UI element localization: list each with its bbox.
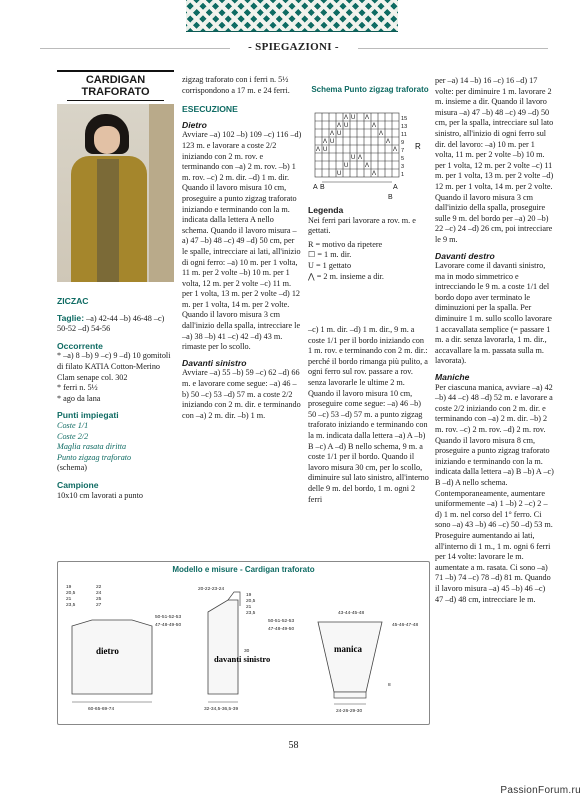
stitch-item: Coste 1/1 <box>57 420 89 430</box>
row-label: 7 <box>401 148 405 154</box>
legend-intro: Nei ferri pari lavorare a rov. m. e gettati. <box>308 215 416 236</box>
knit-pattern-strip <box>186 0 398 32</box>
front-collar-value: 23,5 <box>246 611 256 616</box>
sleeve-piece <box>318 622 382 692</box>
stitch-item: Coste 2/2 <box>57 431 89 441</box>
svg-text:Λ: Λ <box>386 139 391 145</box>
svg-text:Λ: Λ <box>393 147 398 153</box>
svg-text:Λ: Λ <box>372 171 377 177</box>
svg-text:Λ: Λ <box>379 131 384 137</box>
front-piece <box>208 600 238 694</box>
legend-item: ☐ = 1 m. dir. <box>308 250 352 260</box>
back-neck-value: 22 <box>96 585 102 590</box>
back-neck-value: 27 <box>96 603 102 608</box>
sleeve-top-value: 43-44-45-48 <box>338 611 365 616</box>
svg-text:Λ: Λ <box>372 123 377 129</box>
sleeves-heading: Maniche <box>435 372 470 383</box>
instructions-column-3 <box>308 325 430 505</box>
row-label: 13 <box>401 124 408 130</box>
schematic-drawing <box>58 562 431 726</box>
svg-text:Λ: Λ <box>365 115 370 121</box>
left-front-continued: –c) 1 m. dir. –d) 1 m. dir., 9 m. a coste 1/1 per il bordo iniziando con 1 m. rov. e terminando con 2 m. dir.: perché il bordo rimanga più pulito, a ogni ferro sul rov. passare a rov. senza lavorarle le ultime 2 m. Quando il lavoro misura 10 cm, proseguire come segue: –a) 46 –b) 50 –c) 53 –d) 57 m. a punto zigzag traforato iniziando e terminando con la m. indicata dalla lettera –a) A –b) B –c) A –d) B nello schema, 9 m. a coste 1/1 per il bordo. Quando il lavoro misura 30 cm, per lo scollo, diminuire sul lato sinistro, all'interno delle 9 m. del bordo, 1 m. ogni 2 ferri <box>308 325 429 504</box>
back-top-value: 23,5 <box>66 603 76 608</box>
row-label: 3 <box>401 164 405 170</box>
back-neck-value: 25 <box>96 597 102 602</box>
photo-shirt <box>97 159 119 282</box>
gauge-continued: zigzag traforato con i ferri n. 5½ corrispondono a 17 m. e 24 ferri. <box>182 75 290 95</box>
back-heading: Dietro <box>182 119 207 130</box>
right-front-heading: Davanti destro <box>435 250 495 261</box>
materials-label: Occorrente <box>57 340 103 351</box>
right-front-text: Lavorare come il davanti sinistro, ma in modo simmetrico e intrecciando le 9 m. a coste 1/1 del bordo dopo aver terminato le diminuzioni per la spalla. Per diminuire 1 m. sullo scollo lavorare 1 accavallata semplice (= passare 1 m. a dir. senza lavorarla, 1 m. dir., accavallare la m. passata sulla m. lavorata). <box>435 261 552 366</box>
back-side-value: 47-48-49-50 <box>155 623 182 628</box>
watermark: PassionForum.ru <box>500 785 581 796</box>
chart-grid <box>315 113 399 177</box>
back-neck-value: 24 <box>96 591 102 596</box>
photo-face <box>94 126 120 154</box>
chart-legend <box>308 205 430 282</box>
svg-text:Λ: Λ <box>330 131 335 137</box>
legend-item: R = motivo da ripetere <box>308 239 383 249</box>
col-label-a: A <box>313 184 318 191</box>
svg-text:U: U <box>344 123 349 129</box>
article-title-box <box>57 70 174 101</box>
sleeves-text: Per ciascuna manica, avviare –a) 42 –b) 44 –c) 48 –d) 52 m. e lavorare a coste 2/2 iniziando con 2 m. dir. e terminando con –a) 2 m. dir. –b) 2 m. rov. –c) 2 m. rov. –d) 2 m. rov. Quando il lavoro misura 8 cm, proseguire a punto zigzag traforato iniziando e terminando con la m. indicata dalla lettera –a) B –b) A –c) B –d) A nello schema. Contemporaneamente, aumentare uniformemente –a) 1 –b) 2 –c) 2 –d) 1 m. nel corso del 1° ferro. Ci sono –a) 43 –b) 46 –c) 50 –d) 53 m. Proseguire aumentando ai lati, all'interno di 1 m., 1 m. ogni 6 ferri per 14 volte: lavorare le m. aumentate a m. rasata. Ci sono –a) 71 –b) 74 –c) 78 –d) 81 m. Quando il lavoro misura –a) 45 –b) 46 –c) 47 –d) 48 cm, intrecciare le m. <box>435 382 554 604</box>
svg-text:U: U <box>323 147 328 153</box>
execution-heading: ESECUZIONE <box>182 104 238 115</box>
article-title: CARDIGAN TRAFORATO <box>81 74 150 98</box>
sleeve-cuff-value: 8 <box>388 683 391 688</box>
schematic-diagram <box>57 561 430 725</box>
svg-text:U: U <box>337 131 342 137</box>
col-label-a2: A <box>393 184 398 191</box>
svg-text:U: U <box>330 139 335 145</box>
chart-bottom-labels <box>313 182 398 191</box>
zigzag-label: ZICZAC <box>57 296 89 306</box>
back-bottom-value: 60-65-69-74 <box>88 707 115 712</box>
sleeve-label: manica <box>334 644 362 654</box>
svg-text:Λ: Λ <box>358 155 363 161</box>
stitches-label: Punti impiegati <box>57 410 119 421</box>
legend-heading: Legenda <box>308 205 344 215</box>
model-photo <box>57 104 174 282</box>
svg-text:U: U <box>351 155 356 161</box>
gauge-text: 10x10 cm lavorati a punto <box>57 490 143 500</box>
back-top-value: 19 <box>66 585 72 590</box>
col-label-b2: B <box>388 194 393 201</box>
title-underline <box>67 100 164 101</box>
left-front-heading: Davanti sinistro <box>182 357 247 368</box>
svg-text:U: U <box>337 171 342 177</box>
back-top-value: 21 <box>66 597 72 602</box>
legend-item: ⋀ = 2 m. insieme a dir. <box>308 271 384 281</box>
front-collar-value: 19 <box>246 593 252 598</box>
front-collar-value: 21 <box>246 605 252 610</box>
row-label: 15 <box>401 116 408 122</box>
row-label: 9 <box>401 140 405 146</box>
top-pattern-band <box>0 0 587 34</box>
left-front-text: Avviare –a) 55 –b) 59 –c) 62 –d) 66 m. e lavorare come segue: –a) 46 –b) 50 –c) 53 –d) 57 m. a coste 2/2 iniziando con 2 m. dir. e terminando con –a) 2 m. dir. –b) 1 m. <box>182 368 301 420</box>
front-side-value: 50-51-52-53 <box>268 619 295 624</box>
sleeve-bottom-value: 24-26-29-30 <box>336 709 363 714</box>
left-front-shoulder-text: per –a) 14 –b) 16 –c) 16 –d) 17 volte: per diminuire 1 m. lavorare 2 m. insieme a dir. Quando il lavoro misura –a) 47 –b) 48 –c) 49 –d) 50 cm, per la spalla, intrecciare sul lato sinistro, all'inizio di ogni ferro sul dir. del lavoro: –a) 10 m. per 1 volta, 11 m. per 2 volte –b) 10 m. per 1 volta, 12 m. per 2 volte –c) 11 m. per 1 volta, 13 m. per 2 volte –d) 12 m. per 1 volta, 14 m. per 2 volte. Quando il lavoro misura 3 cm dall'inizio della spalla, proseguire sulle 9 m. del bordo per –a) 20 –b) 22 –c) 24 –d) 26 cm, poi intrecciare le 9 m. <box>435 76 554 244</box>
row-label: 11 <box>401 132 407 138</box>
stitch-item: Punto zigzag traforato <box>57 452 132 462</box>
wool-needle-text: ago da lana <box>63 393 101 403</box>
materials-column: ZICZAC Taglie: –a) 42-44 –b) 46-48 –c) 50-52 –d) 54-56 Occorrente * –a) 8 –b) 9 –c) 9 –d) 10 gomitoli di filato KATIA Cotton-Merino Clam senape col. 302 * ferri n. 5½ * ago da lana Punti impiegati Coste 1/1 Coste 2/2 Maglia rasata diritta Punto zigzag traforato (schema) Campione 10x10 cm lavorati a punto <box>57 296 174 501</box>
stitch-chart-title: Schema Punto zigzag traforato <box>311 85 429 94</box>
svg-text:Λ: Λ <box>323 139 328 145</box>
photo-background-wall <box>149 104 174 282</box>
back-piece <box>72 620 152 694</box>
page-number: 58 <box>288 740 299 751</box>
front-collar-value: 20,5 <box>246 599 256 604</box>
chart-row-labels <box>401 116 421 178</box>
legend-item: U = 1 gettato <box>308 260 352 270</box>
instructions-column-4 <box>435 76 554 605</box>
svg-text:U: U <box>351 115 356 121</box>
repeat-label: R <box>415 142 421 151</box>
svg-text:Λ: Λ <box>365 163 370 169</box>
sleeve-cuff <box>334 692 366 698</box>
gauge-label: Campione <box>57 479 99 490</box>
front-top-value: 20-22-23-24 <box>198 587 225 592</box>
back-text: Avviare –a) 102 –b) 109 –c) 116 –d) 123 m. e lavorare a coste 2/2 iniziando con 2 m. rov. e terminando con –a) 2 m. rov. –b) 1 m. rov. –c) 2 m. dir. –d) 1 m. dir. Quando il lavoro misura 10 cm, proseguire a punto zigzag traforato iniziando e terminando con la m. indicata dalla lettera A nello schema. Quando il lavoro misura –a) 47 –b) 48 –c) 49 –d) 50 cm, per le spalle, intrecciare ai lati, all'inizio di ogni ferro: –a) 10 m. per 1 volta, 11 m. per 2 volte –b) 10 m. per 1 volta, 12 m. per 2 volte –c) 11 m. per 1 volta, 13 m. per 2 volte –d) 12 m. per 1 volta, 14 m. per 2 volte. Quando il lavoro misura 3 cm dall'inizio della spalla, intrecciare le –a) 38 –b) 41 –c) 42 –d) 43 m. rimaste per lo scollo. <box>182 130 302 352</box>
yarn-text: –a) 8 –b) 9 –c) 9 –d) 10 gomitoli di filato KATIA Cotton-Merino Clam senape col. 302 <box>57 351 171 382</box>
svg-text:U: U <box>344 163 349 169</box>
front-bottom-value: 32-34,5-36,5-39 <box>204 707 239 712</box>
diagram-title: Modello e misure - Cardigan traforato <box>172 565 315 574</box>
needles-text: ferri n. 5½ <box>63 383 98 393</box>
stitch-item: Maglia rasata diritta <box>57 442 127 452</box>
sizes-label: Taglie: <box>57 312 85 323</box>
front-label: davanti sinistro <box>214 654 271 664</box>
svg-text:Λ: Λ <box>344 115 349 121</box>
stitch-note: (schema) <box>57 463 88 473</box>
row-label: 5 <box>401 156 405 162</box>
svg-text:Λ: Λ <box>337 123 342 129</box>
stitch-chart <box>315 113 430 193</box>
front-mid-value: 30 <box>244 649 250 654</box>
back-side-value: 50-51-52-53 <box>155 615 182 620</box>
section-header: - SPIEGAZIONI - <box>248 41 339 53</box>
back-top-value: 20,5 <box>66 591 76 596</box>
svg-text:Λ: Λ <box>316 147 321 153</box>
back-label: dietro <box>96 646 119 656</box>
instructions-column-2 <box>182 75 302 421</box>
row-label: 1 <box>401 172 405 178</box>
sizes-text: –a) 42-44 –b) 46-48 –c) 50-52 –d) 54-56 <box>57 313 165 334</box>
front-side-value: 47-48-49-50 <box>268 627 295 632</box>
sleeve-side-value: 45-46-47-48 <box>392 623 419 628</box>
col-label-b: B <box>320 184 325 191</box>
